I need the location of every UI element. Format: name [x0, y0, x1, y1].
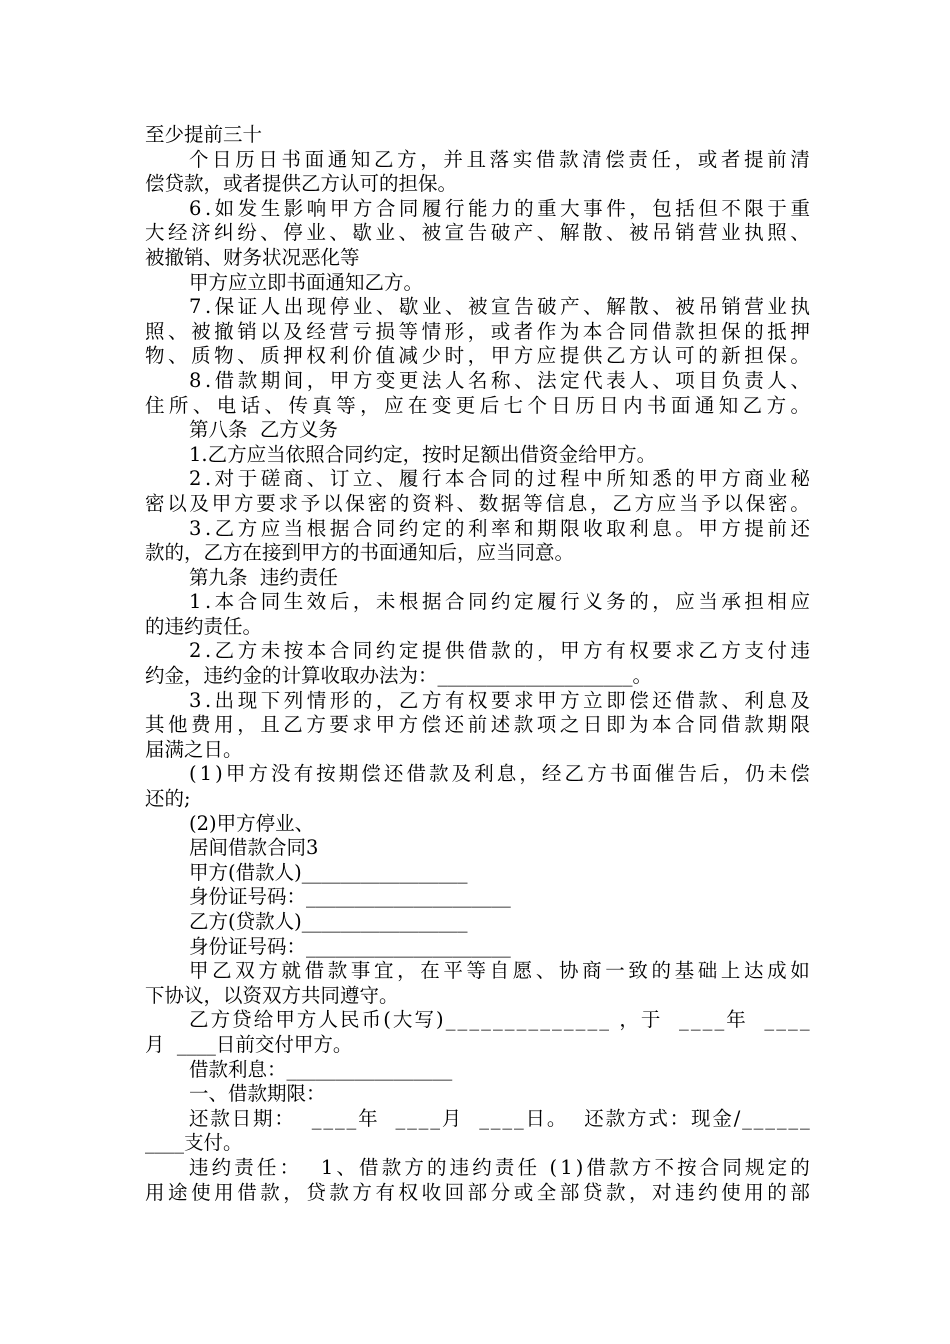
text-line: 身份证号码：_____________________ — [189, 885, 511, 909]
text-line: 第九条 违约责任 — [189, 565, 338, 589]
text-line: ____支付。 — [145, 1131, 243, 1155]
text-line: 违 约 责 任 ： 1 、 借 款 方 的 违 约 责 任 ( 1 ) 借 款 方 不 按 合 同 规 定 的 — [189, 1155, 810, 1179]
text-line: 届满之日。 — [145, 737, 243, 761]
text-line: ( 1 ) 甲 方 没 有 按 期 偿 还 借 款 及 利 息 ， 经 乙 方 书 面 催 告 后 ， 仍 未 偿 — [189, 762, 810, 786]
text-line: 乙方(贷款人)_________________ — [189, 910, 468, 933]
text-line: 约金，违约金的计算收取办法为：____________________。 — [145, 664, 653, 688]
text-line: 至少提前三十 — [145, 123, 263, 146]
text-line: 下协议，以资双方共同遵守。 — [145, 983, 399, 1007]
text-line: 一、借款期限： — [189, 1082, 326, 1106]
text-line: 甲方(借款人)_________________ — [189, 860, 468, 884]
text-line: 照 、 被 撤 销 以 及 经 营 亏 损 等 情 形 ， 或 者 作 为 本 合 同 借 款 担 保 的 抵 押 — [145, 319, 810, 343]
text-line: 个 日 历 日 书 面 通 知 乙 方 ， 并 且 落 实 借 款 清 偿 责 任 ， 或 者 提 前 清 — [189, 147, 810, 171]
text-line: 月 ____日前交付甲方。 — [145, 1032, 353, 1056]
text-line: 第八条 乙方义务 — [189, 418, 338, 442]
text-line: 借款利息：_________________ — [189, 1057, 453, 1081]
text-line: 3 . 乙 方 应 当 根 据 合 同 约 定 的 利 率 和 期 限 收 取 利 息 。 甲 方 提 前 还 — [189, 516, 810, 540]
text-line: 3 . 出 现 下 列 情 形 的 ， 乙 方 有 权 要 求 甲 方 立 即 偿 还 借 款 、 利 息 及 — [189, 688, 810, 712]
text-line: 身份证号码：_____________________ — [189, 934, 511, 958]
text-line: 7 . 保 证 人 出 现 停 业 、 歇 业 、 被 宣 告 破 产 、 解 散 、 被 吊 销 营 业 执 — [189, 295, 810, 319]
text-line: 其 他 费 用 ， 且 乙 方 要 求 甲 方 偿 还 前 述 款 项 之 日 即 为 本 合 同 借 款 期 限 — [145, 713, 810, 737]
text-line: 1 . 本 合 同 生 效 后 ， 未 根 据 合 同 约 定 履 行 义 务 的 ， 应 当 承 担 相 应 — [189, 590, 810, 614]
text-line: (2)甲方停业、 — [189, 811, 315, 835]
text-line: 被撤销、财务状况恶化等 — [145, 245, 360, 269]
text-line: 的违约责任。 — [145, 614, 263, 638]
text-line: 大 经 济 纠 纷 、 停 业 、 歇 业 、 被 宣 告 破 产 、 解 散 、 被 吊 销 营 业 执 照 、 — [145, 221, 810, 245]
text-line: 用 途 使 用 借 款 ， 贷 款 方 有 权 收 回 部 分 或 全 部 贷 款 ， 对 违 约 使 用 的 部 — [145, 1180, 810, 1204]
text-line: 2 . 乙 方 未 按 本 合 同 约 定 提 供 借 款 的 ， 甲 方 有 权 要 求 乙 方 支 付 违 — [189, 639, 810, 663]
text-line: 还 款 日 期 ： _ _ _ _ 年 _ _ _ _ 月 _ _ _ _ 日 。 还 款 方 式 ： 现 金 / _ _ _ _ _ _ — [189, 1106, 810, 1130]
text-line: 款的，乙方在接到甲方的书面通知后，应当同意。 — [145, 541, 575, 565]
text-line: 乙 方 贷 给 甲 方 人 民 币 ( 大 写 ) _ _ _ _ _ _ _ _ _ _ _ _ _ _ ， 于 _ _ _ _ 年 _ _ _ _ — [189, 1008, 810, 1032]
text-line: 住 所 、 电 话 、 传 真 等 ， 应 在 变 更 后 七 个 日 历 日 内 书 面 通 知 乙 方 。 — [145, 393, 810, 417]
text-line: 6 . 如 发 生 影 响 甲 方 合 同 履 行 能 力 的 重 大 事 件 ， 包 括 但 不 限 于 重 — [189, 196, 810, 220]
text-line: 2 . 对 于 磋 商 、 订 立 、 履 行 本 合 同 的 过 程 中 所 知 悉 的 甲 方 商 业 秘 — [189, 467, 810, 491]
text-line: 8 . 借 款 期 间 ， 甲 方 变 更 法 人 名 称 、 法 定 代 表 人 、 项 目 负 责 人 、 — [189, 368, 810, 392]
text-line: 甲 乙 双 方 就 借 款 事 宜 ， 在 平 等 自 愿 、 协 商 一 致 的 基 础 上 达 成 如 — [189, 959, 810, 983]
text-line: 1.乙方应当依照合同约定，按时足额出借资金给甲方。 — [189, 442, 657, 466]
text-line: 居间借款合同3 — [189, 836, 319, 860]
text-line: 还的; — [145, 787, 191, 811]
text-line: 甲方应立即书面通知乙方。 — [189, 270, 424, 294]
contract-text-page — [145, 123, 810, 1205]
text-line: 密 以 及 甲 方 要 求 予 以 保 密 的 资 料 、 数 据 等 信 息 ， 乙 方 应 当 予 以 保 密 。 — [145, 491, 810, 515]
text-line: 偿贷款，或者提供乙方认可的担保。 — [145, 172, 458, 196]
text-line: 物 、 质 物 、 质 押 权 利 价 值 减 少 时 ， 甲 方 应 提 供 乙 方 认 可 的 新 担 保 。 — [145, 344, 810, 368]
